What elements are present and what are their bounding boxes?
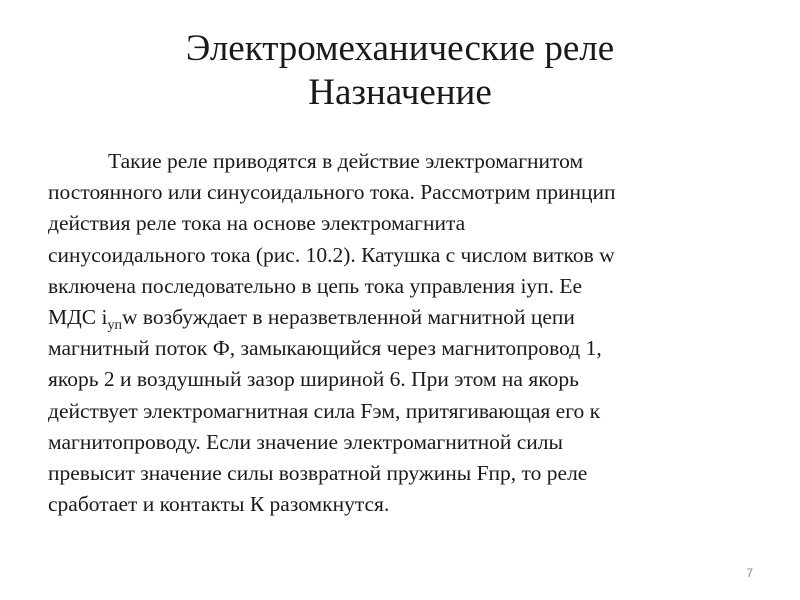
page-number: 7 xyxy=(746,566,753,580)
body-line-mds xyxy=(48,302,760,333)
slide-title xyxy=(0,27,800,115)
body-line: превысит значение силы возвратной пружины Fпр, то реле xyxy=(48,461,588,486)
body-line: сработает и контакты К разомкнутся. xyxy=(48,492,390,517)
body-line: включена последовательно в цепь тока управления iуп. Ее xyxy=(48,273,583,298)
slide-body-text xyxy=(48,146,760,520)
body-line: якорь 2 и воздушный зазор шириной 6. При этом на якорь xyxy=(48,367,579,392)
mds-suffix: w возбуждает в неразветвленной магнитной цепи xyxy=(121,305,575,330)
mds-subscript: уп xyxy=(107,318,122,334)
slide-title-line-1: Электромеханические реле xyxy=(185,28,615,69)
body-line: постоянного или синусоидального тока. Рассмотрим принцип xyxy=(48,180,616,205)
body-line: действия реле тока на основе электромагнита xyxy=(48,211,466,236)
mds-prefix: МДС i xyxy=(48,305,108,330)
body-line: синусоидального тока (рис. 10.2). Катушка с числом витков w xyxy=(48,242,615,267)
body-line: магнитный поток Ф, замыкающийся через магнитопровод 1, xyxy=(48,336,602,361)
body-line: действует электромагнитная сила Fэм, притягивающая его к xyxy=(48,398,601,423)
body-line: Такие реле приводятся в действие электромагнитом xyxy=(108,149,584,173)
slide-title-line-2: Назначение xyxy=(308,72,492,113)
body-line: магнитопроводу. Если значение электромагнитной силы xyxy=(48,429,563,454)
